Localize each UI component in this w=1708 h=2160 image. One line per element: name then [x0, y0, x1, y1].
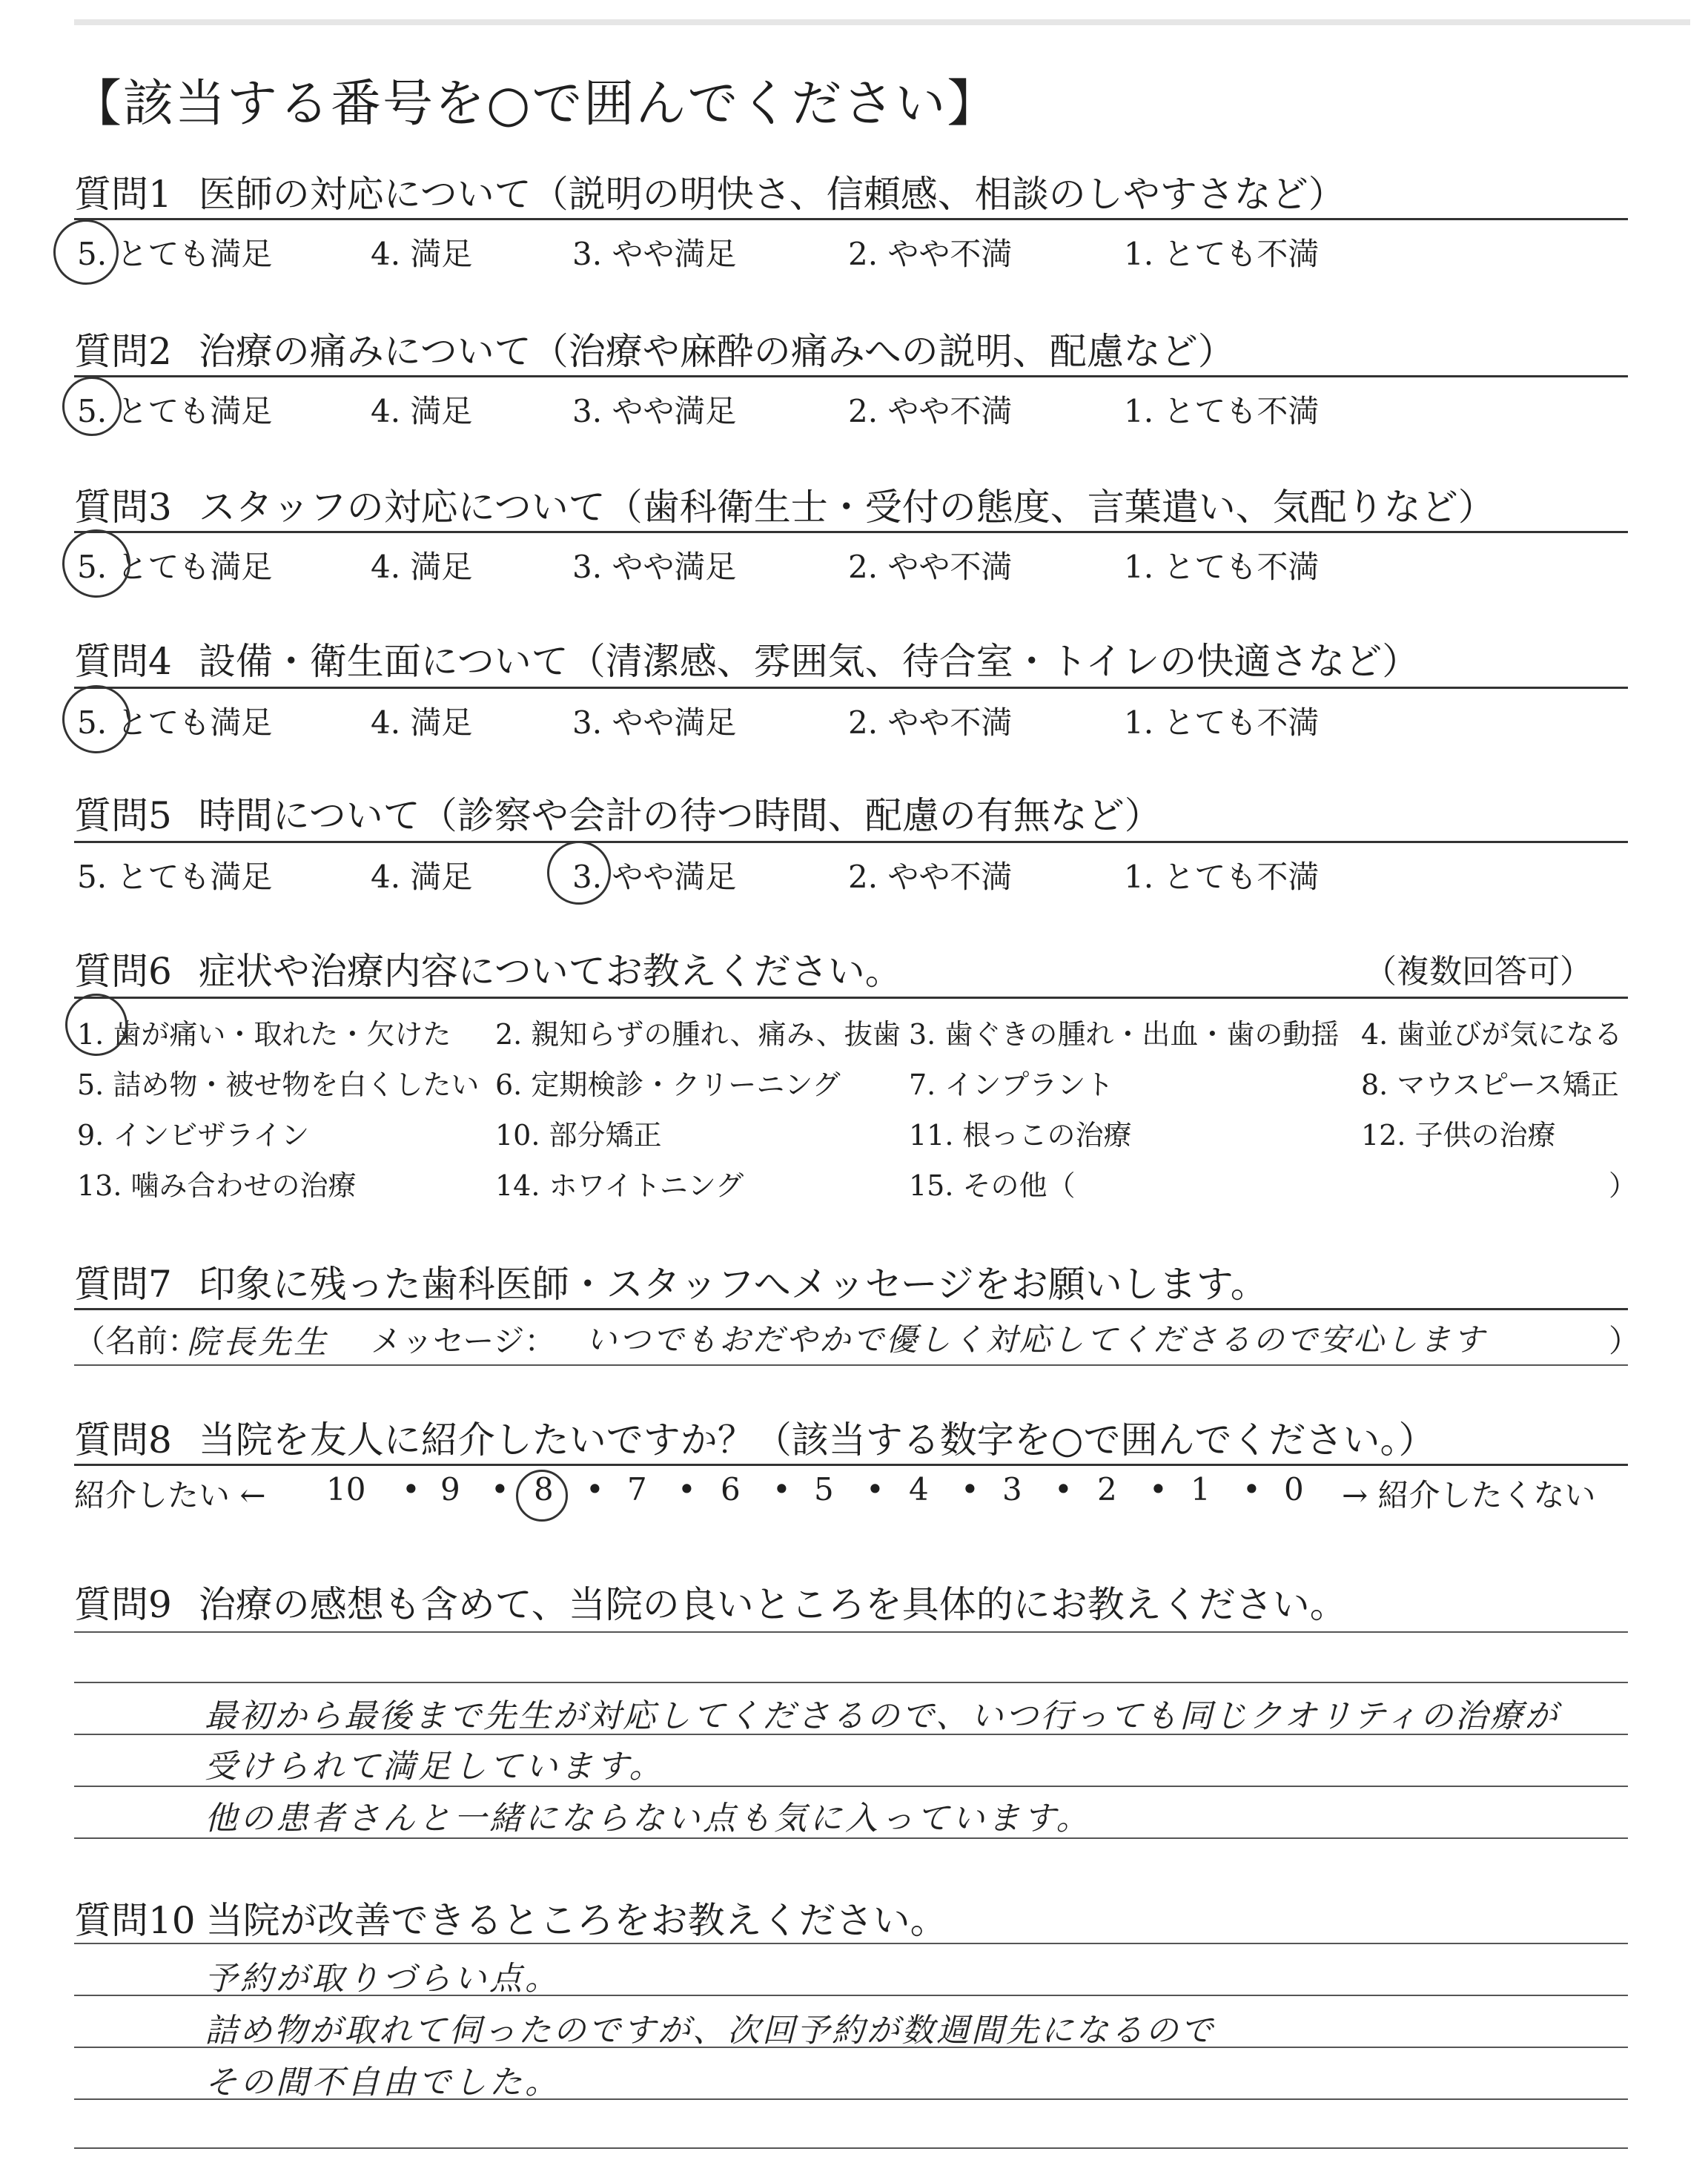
- question-5-heading: [74, 786, 1162, 839]
- q3-selection-circle: [62, 529, 130, 598]
- scale-0[interactable]: 0: [1284, 1471, 1304, 1507]
- q7-message-label: メッセージ：: [371, 1323, 556, 1359]
- multiple-answers-note: （複数回答可）: [1364, 953, 1592, 991]
- q4-option-5[interactable]: 5. とても満足: [77, 704, 273, 741]
- scale-left-label: 紹介したい ←: [74, 1477, 266, 1513]
- q2-option-3[interactable]: 3. やや満足: [572, 393, 737, 429]
- question-8-heading: [74, 1410, 1435, 1464]
- q5-option-5[interactable]: 5. とても満足: [77, 859, 273, 895]
- q6-item-6[interactable]: 6. 定期検診・クリーニング: [495, 1069, 841, 1101]
- question-3-text: スタッフの対応について（歯科衛生士・受付の態度、言葉遣い、気配りなど）: [198, 486, 1495, 529]
- question-9-text: 治療の感想も含めて、当院の良いところを具体的にお教えください。: [198, 1583, 1347, 1626]
- q5-option-4[interactable]: 4. 満足: [371, 859, 473, 895]
- q1-option-1[interactable]: 1. とても不満: [1124, 236, 1320, 272]
- q2-option-2[interactable]: 2. やや不満: [848, 393, 1013, 429]
- q6-item-7[interactable]: 7. インプラント: [909, 1069, 1114, 1101]
- q9-answer-line-1[interactable]: 最初から最後まで先生が対応してくださるので、いつ行っても同じクオリティの治療が: [205, 1697, 1560, 1735]
- scale-5[interactable]: 5: [814, 1471, 834, 1507]
- scale-sep: •: [866, 1471, 884, 1507]
- q5-option-2[interactable]: 2. やや不満: [848, 859, 1013, 895]
- question-8-rule: [74, 1464, 1628, 1466]
- page-title: 【該当する番号を○で囲んでください】: [71, 75, 999, 133]
- scale-sep: •: [1054, 1471, 1073, 1507]
- q10-answer-line-1[interactable]: 予約が取りづらい点。: [205, 1960, 560, 1998]
- question-3-rule: [74, 531, 1628, 533]
- q6-item-2[interactable]: 2. 親知らずの腫れ、痛み、抜歯: [495, 1018, 901, 1051]
- question-3-heading: [74, 478, 1495, 531]
- q6-selection-circle: [65, 994, 128, 1056]
- q6-item-8[interactable]: 8. マウスピース矯正: [1361, 1069, 1619, 1101]
- scale-1[interactable]: 1: [1191, 1471, 1211, 1507]
- top-border: [74, 19, 1690, 25]
- q5-selection-circle: [547, 841, 611, 905]
- question-6-number: 質問6: [74, 950, 172, 993]
- question-2-text: 治療の痛みについて（治療や麻酔の痛みへの説明、配慮など）: [198, 330, 1235, 373]
- q6-item-10[interactable]: 10. 部分矯正: [495, 1119, 662, 1152]
- question-1-number: 質問1: [74, 173, 172, 216]
- question-4-heading: [74, 632, 1419, 685]
- q4-selection-circle: [62, 685, 130, 753]
- q6-item-12[interactable]: 12. 子供の治療: [1361, 1119, 1556, 1152]
- q3-option-5[interactable]: 5. とても満足: [77, 549, 273, 585]
- scale-6[interactable]: 6: [721, 1471, 741, 1507]
- q2-option-4[interactable]: 4. 満足: [371, 393, 473, 429]
- q7-name-handwritten[interactable]: 院長先生: [187, 1324, 329, 1361]
- q7-name-label: （名前：: [74, 1323, 199, 1359]
- scale-sep: •: [678, 1471, 696, 1507]
- question-10-text: 当院が改善できるところをお教えください。: [205, 1899, 947, 1942]
- question-7-heading: [74, 1255, 1268, 1308]
- q4-option-2[interactable]: 2. やや不満: [848, 704, 1013, 741]
- q8-selection-circle: [516, 1470, 568, 1522]
- q1-option-3[interactable]: 3. やや満足: [572, 236, 737, 272]
- q6-item-3[interactable]: 3. 歯ぐきの腫れ・出血・歯の動揺: [909, 1018, 1340, 1051]
- q1-option-4[interactable]: 4. 満足: [371, 236, 473, 272]
- q4-option-1[interactable]: 1. とても不満: [1124, 704, 1320, 741]
- scale-8[interactable]: 8: [534, 1471, 554, 1507]
- question-2-number: 質問2: [74, 330, 172, 373]
- q9-line-1: [74, 1682, 1628, 1683]
- q6-item-13[interactable]: 13. 噛み合わせの治療: [77, 1169, 357, 1202]
- q1-option-2[interactable]: 2. やや不満: [848, 236, 1013, 272]
- q2-option-1[interactable]: 1. とても不満: [1124, 393, 1320, 429]
- q9-line-0: [74, 1631, 1628, 1633]
- q3-option-1[interactable]: 1. とても不満: [1124, 549, 1320, 585]
- question-7-rule: [74, 1308, 1628, 1310]
- q6-item-14[interactable]: 14. ホワイトニング: [495, 1169, 744, 1202]
- q9-answer-line-2[interactable]: 受けられて満足しています。: [205, 1748, 665, 1786]
- q3-option-2[interactable]: 2. やや不満: [848, 549, 1013, 585]
- question-6-heading: [74, 942, 902, 995]
- question-10-number: 質問10: [74, 1899, 196, 1942]
- question-4-rule: [74, 687, 1628, 689]
- scale-10[interactable]: 10: [326, 1471, 366, 1507]
- question-5-text: 時間について（診察や会計の待つ時間、配慮の有無など）: [198, 794, 1162, 837]
- q10-answer-line-3[interactable]: その間不自由でした。: [205, 2064, 560, 2101]
- q1-option-5[interactable]: 5. とても満足: [77, 236, 273, 272]
- question-6-text: 症状や治療内容についてお教えください。: [198, 950, 902, 993]
- q10-answer-line-2[interactable]: 詰め物が取れて伺ったのですが、次回予約が数週間先になるので: [205, 2012, 1215, 2050]
- q4-option-4[interactable]: 4. 満足: [371, 704, 473, 741]
- recommendation-scale: [74, 1471, 1628, 1516]
- q3-option-3[interactable]: 3. やや満足: [572, 549, 737, 585]
- q6-item-9[interactable]: 9. インビザライン: [77, 1119, 310, 1152]
- q7-message-handwritten[interactable]: いつでもおだやかで優しく対応してくださるので安心します: [586, 1321, 1487, 1358]
- q2-selection-circle: [62, 377, 122, 436]
- question-1-rule: [74, 218, 1628, 220]
- q6-item-4[interactable]: 4. 歯並びが気になる: [1361, 1018, 1623, 1051]
- scale-sep: •: [586, 1471, 604, 1507]
- question-8-text: 当院を友人に紹介したいですか？（該当する数字を○で囲んでください。）: [198, 1418, 1436, 1462]
- question-5-number: 質問5: [74, 794, 172, 837]
- scale-7[interactable]: 7: [627, 1471, 647, 1507]
- q3-option-4[interactable]: 4. 満足: [371, 549, 473, 585]
- question-7-number: 質問7: [74, 1263, 172, 1306]
- q1-selection-circle: [53, 219, 119, 285]
- question-7-text: 印象に残った歯科医師・スタッフへメッセージをお願いします。: [198, 1263, 1268, 1306]
- question-1-text: 医師の対応について（説明の明快さ、信頼感、相談のしやすさなど）: [198, 173, 1345, 216]
- question-2-heading: [74, 322, 1235, 375]
- q5-option-3[interactable]: 3. やや満足: [572, 859, 737, 895]
- scale-sep: •: [772, 1471, 791, 1507]
- question-3-number: 質問3: [74, 486, 172, 529]
- scale-3[interactable]: 3: [1002, 1471, 1022, 1507]
- q9-answer-line-3[interactable]: 他の患者さんと一緒にならない点も気に入っています。: [205, 1800, 1092, 1837]
- scale-4[interactable]: 4: [909, 1471, 929, 1507]
- question-8-number: 質問8: [74, 1418, 172, 1462]
- scale-right-label: → 紹介したくない: [1342, 1477, 1596, 1513]
- question-9-number: 質問9: [74, 1583, 172, 1626]
- question-10-heading: [74, 1891, 947, 1944]
- scale-9[interactable]: 9: [440, 1471, 460, 1507]
- q6-item-11[interactable]: 11. 根っこの治療: [909, 1119, 1132, 1152]
- scale-sep: •: [1149, 1471, 1168, 1507]
- q6-item-1[interactable]: 1. 歯が痛い・取れた・欠けた: [77, 1018, 451, 1051]
- question-6-rule: [74, 997, 1628, 999]
- q5-option-1[interactable]: 1. とても不満: [1124, 859, 1320, 895]
- q2-option-5[interactable]: 5. とても満足: [77, 393, 273, 429]
- scale-sep: •: [402, 1471, 420, 1507]
- q4-option-3[interactable]: 3. やや満足: [572, 704, 737, 741]
- q10-line-1: [74, 1943, 1628, 1944]
- question-2-rule: [74, 375, 1628, 377]
- question-1-heading: [74, 165, 1345, 218]
- q6-item-5[interactable]: 5. 詰め物・被せ物を白くしたい: [77, 1069, 480, 1101]
- q7-answer-line: [74, 1364, 1628, 1366]
- scale-2[interactable]: 2: [1097, 1471, 1117, 1507]
- q6-item-15-close-paren: ）: [1609, 1169, 1638, 1202]
- question-9-heading: [74, 1575, 1347, 1628]
- question-4-text: 設備・衛生面について（清潔感、雰囲気、待合室・トイレの快適さなど）: [198, 640, 1420, 683]
- scale-sep: •: [961, 1471, 979, 1507]
- q6-item-15[interactable]: 15. その他（: [909, 1169, 1076, 1202]
- scale-sep: •: [1242, 1471, 1261, 1507]
- scale-sep: •: [491, 1471, 509, 1507]
- q7-close-paren: ）: [1609, 1323, 1641, 1359]
- question-5-rule: [74, 841, 1628, 843]
- q10-line-5: [74, 2147, 1628, 2149]
- question-4-number: 質問4: [74, 640, 172, 683]
